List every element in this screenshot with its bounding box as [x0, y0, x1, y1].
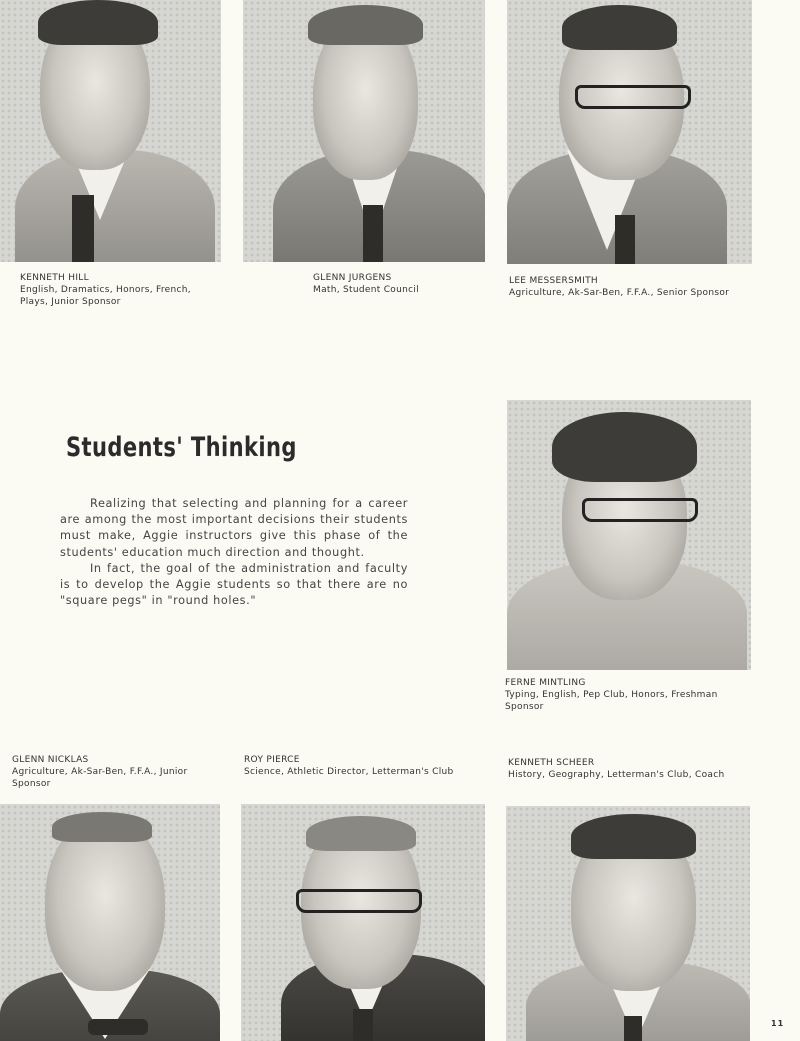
photo-roy-pierce: [241, 804, 485, 1041]
portrait-figure: [243, 0, 485, 262]
faculty-roles: English, Dramatics, Honors, French, Plays, Junior Sponsor: [20, 285, 191, 307]
faculty-name: FERNE MINTLING: [505, 678, 586, 688]
portrait-figure: [507, 400, 751, 670]
caption-lee-messersmith: [509, 275, 769, 299]
photo-ferne-mintling: [507, 400, 751, 670]
faculty-roles: Science, Athletic Director, Letterman's Club: [244, 767, 454, 777]
portrait-figure: [0, 804, 220, 1041]
faculty-name: GLENN JURGENS: [313, 273, 392, 283]
eyeglasses: [296, 889, 422, 913]
faculty-name: LEE MESSERSMITH: [509, 276, 598, 286]
caption-kenneth-hill: [20, 272, 220, 308]
caption-glenn-jurgens: [313, 272, 493, 296]
caption-kenneth-scheer: [508, 757, 768, 781]
photo-lee-messersmith: [507, 0, 752, 264]
photo-glenn-nicklas: [0, 804, 220, 1041]
faculty-roles: Agriculture, Ak-Sar-Ben, F.F.A., Junior Sponsor: [12, 767, 188, 789]
faculty-name: KENNETH HILL: [20, 273, 89, 283]
article-paragraph: Realizing that selecting and planning for a career are among the most important decisions their students must make, Aggie instructors give this phase of the students' education much direction and thought.: [60, 497, 408, 559]
portrait-figure: [507, 0, 752, 264]
photo-glenn-jurgens: [243, 0, 485, 262]
eyeglasses: [575, 85, 691, 109]
portrait-figure: [241, 804, 485, 1041]
caption-roy-pierce: [244, 754, 494, 778]
eyeglasses: [582, 498, 698, 522]
caption-ferne-mintling: [505, 677, 755, 713]
photo-kenneth-hill: [0, 0, 221, 262]
faculty-name: GLENN NICKLAS: [12, 755, 89, 765]
article-body: [60, 496, 408, 609]
page-number: 11: [771, 1019, 785, 1028]
faculty-name: ROY PIERCE: [244, 755, 300, 765]
photo-kenneth-scheer: [506, 806, 750, 1041]
portrait-figure: [506, 806, 750, 1041]
faculty-roles: History, Geography, Letterman's Club, Coach: [508, 770, 725, 780]
caption-glenn-nicklas: [12, 754, 202, 790]
article-paragraph: In fact, the goal of the administration and faculty is to develop the Aggie students so that there are no "square pegs" in "round holes.": [60, 561, 408, 608]
faculty-name: KENNETH SCHEER: [508, 758, 595, 768]
portrait-figure: [0, 0, 221, 262]
faculty-roles: Agriculture, Ak-Sar-Ben, F.F.A., Senior Sponsor: [509, 288, 730, 298]
faculty-roles: Math, Student Council: [313, 285, 419, 295]
article-headline: Students' Thinking: [66, 432, 297, 463]
faculty-roles: Typing, English, Pep Club, Honors, Freshman Sponsor: [505, 690, 718, 712]
